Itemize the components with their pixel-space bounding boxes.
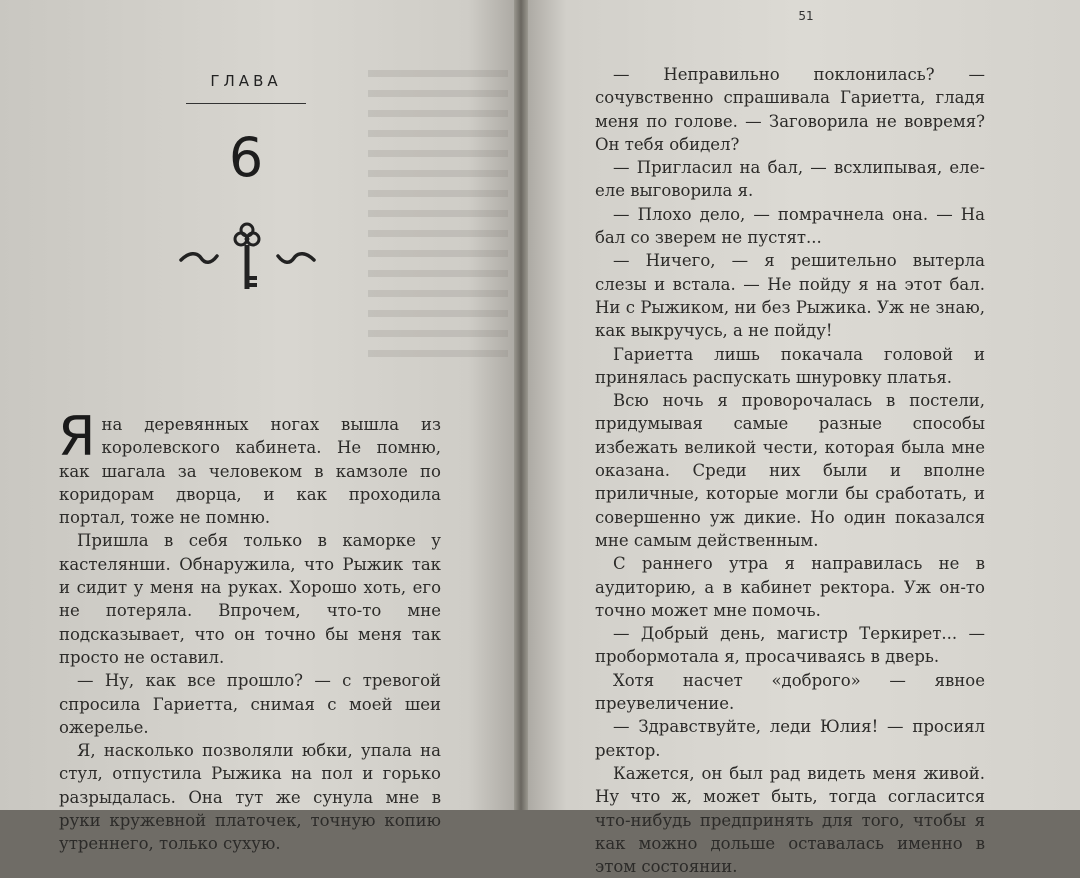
chapter-label: ГЛАВА xyxy=(210,72,282,90)
paragraph: — Здравствуйте, леди Юлия! — просиял ректор. xyxy=(595,717,985,760)
paragraph: Гариетта лишь покачала головой и принялась распускать шнуровку платья. xyxy=(595,344,985,387)
paragraph: Пришла в себя только в каморке у кастелянши. Обнаружила, что Рыжик так и сидит у меня на руках. Хорошо хоть, его не потеряла. Впрочем, что-то мне подсказывает, что он точно бы меня так просто не оставил. xyxy=(59,531,441,667)
paragraph: Кажется, он был рад видеть меня живой. Ну что ж, может быть, тогда согласится что-нибудь предпринять для того, чтобы я как можно дольше оставалась именно в этом состоянии. xyxy=(595,763,985,877)
paragraph: — Пригласил на бал, — всхлипывая, еле-еле выговорила я. xyxy=(595,158,985,201)
right-body-text xyxy=(595,63,985,878)
chapter-divider xyxy=(186,103,306,104)
left-body-text xyxy=(58,405,441,856)
paragraph: на деревянных ногах вышла из королевского кабинета. Не помню, как шагала за человеком в камзоле по коридорам дворца, и как проходила портал, тоже не помню. xyxy=(59,415,441,528)
paragraph: — Плохо дело, — помрачнела она. — На бал со зверем не пустят... xyxy=(595,204,985,248)
chapter-number: 6 xyxy=(228,126,264,189)
paragraph: — Добрый день, магистр Теркирет... — пробормотала я, просачиваясь в дверь. xyxy=(595,624,985,667)
paragraph: — Ну, как все прошло? — с тревогой спросила Гариетта, снимая с моей шеи ожерелье. xyxy=(59,671,441,737)
paragraph: — Ничего, — я решительно вытерла слезы и встала. — Не пойду я на этот бал. Ни с Рыжиком, ни без Рыжика. Уж не знаю, как выкручусь, а не пойду! xyxy=(595,251,985,341)
bleed-through-text xyxy=(368,70,508,370)
book-spine-gutter xyxy=(514,0,528,810)
paragraph: Хотя насчет «доброго» — явное преувеличение. xyxy=(595,670,985,714)
key-ornament-icon xyxy=(175,222,320,297)
drop-cap: Я xyxy=(58,405,96,468)
paragraph: С раннего утра я направилась не в аудиторию, а в кабинет ректора. Уж он-то точно может мне помочь. xyxy=(595,554,985,620)
paragraph: Всю ночь я проворочалась в постели, придумывая самые разные способы избежать великой чести, которая была мне оказана. Среди них были и вполне приличные, которые могли бы сработать, и совершенно уж дикие. Но один показался мне самым действенным. xyxy=(595,391,985,550)
paragraph: Я, насколько позволяли юбки, упала на стул, отпустила Рыжика на пол и горько разрыдалась. Она тут же сунула мне в руки кружевной платочек, точную копию утреннего, только сухую. xyxy=(59,741,441,854)
paragraph: — Неправильно поклонилась? — сочувственно спрашивала Гариетта, гладя меня по голове. — Заговорила не вовремя? Он тебя обидел? xyxy=(595,65,985,154)
page-number: 51 xyxy=(798,9,814,23)
left-page xyxy=(0,0,520,854)
